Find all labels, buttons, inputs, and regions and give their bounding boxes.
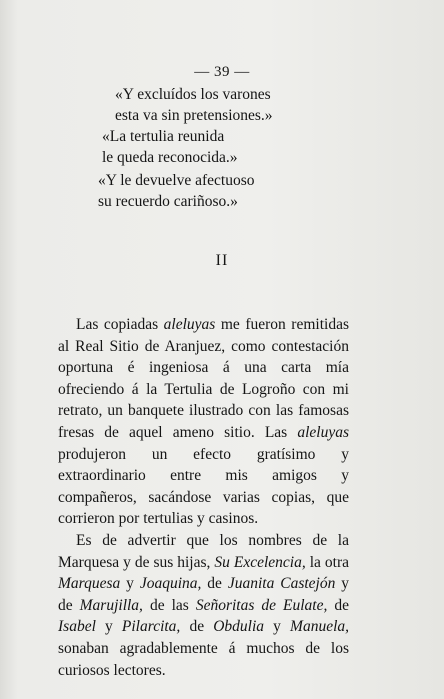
italic-term: aleluyas xyxy=(297,423,349,441)
page-number: — 39 — xyxy=(194,64,250,80)
body-text xyxy=(58,314,349,681)
text-run: me fueron remitidas al Real Sitio de Aranjuez, como contestación oportuna é ingeniosa á una carta mía ofreciendo á la Tertulia de Logroño con mi retrato, un banquete ilustrado con las famosas fresas de aquel ameno sitio. Las xyxy=(58,316,349,441)
verse-line: su recuerdo cariñoso.» xyxy=(98,193,238,210)
text-run: de las xyxy=(142,596,196,614)
italic-name: Marujilla, xyxy=(79,596,143,614)
verse-line: esta va sin pretensiones.» xyxy=(115,107,273,124)
paragraph xyxy=(58,530,349,681)
text-run: Es de advertir que los nombres de la Marquesa y de sus hijas, xyxy=(58,531,349,571)
text-run: y de xyxy=(58,575,350,614)
verse-line: «Y le devuelve afectuoso xyxy=(98,172,255,189)
verse-stanza-1 xyxy=(115,84,273,126)
text-run: la otra xyxy=(305,553,349,571)
italic-name: Isabel xyxy=(58,618,96,636)
italic-name: Marquesa xyxy=(58,575,121,593)
italic-name: Obdulia xyxy=(213,618,265,636)
text-run: de xyxy=(201,575,228,593)
text-run: de xyxy=(327,596,349,614)
verse-line: le queda reconocida.» xyxy=(102,149,238,166)
section-heading: II xyxy=(215,252,229,269)
text-run: sonaban agradablemente á muchos de los curiosos lectores. xyxy=(58,639,349,679)
italic-name: Señoritas de Eulate, xyxy=(195,596,328,614)
italic-name: Pilarcita, xyxy=(121,618,181,636)
text-run: y xyxy=(95,618,122,636)
text-run: produjeron un efecto gratísimo y extraordinario entre mis amigos y compañeros, sacándose varias copias, que corrieron por tertulias y casinos. xyxy=(58,445,349,528)
italic-name: Su Excelencia, xyxy=(214,553,306,571)
text-run: de xyxy=(180,618,214,636)
italic-name: Juanita Castejón xyxy=(227,575,336,593)
verse-stanza-2 xyxy=(102,126,238,168)
text-run: y xyxy=(120,575,140,593)
text-run: y xyxy=(264,618,291,636)
text-run: Las copiadas xyxy=(76,316,164,333)
verse-line: «La tertulia reunida xyxy=(102,128,225,145)
italic-name: Manuela, xyxy=(290,618,350,636)
italic-term: aleluyas xyxy=(163,316,216,333)
paragraph xyxy=(58,314,349,530)
verse-stanza-3 xyxy=(98,170,255,212)
verse-line: «Y excluídos los varones xyxy=(115,86,271,103)
italic-name: Joaquina, xyxy=(139,575,202,593)
